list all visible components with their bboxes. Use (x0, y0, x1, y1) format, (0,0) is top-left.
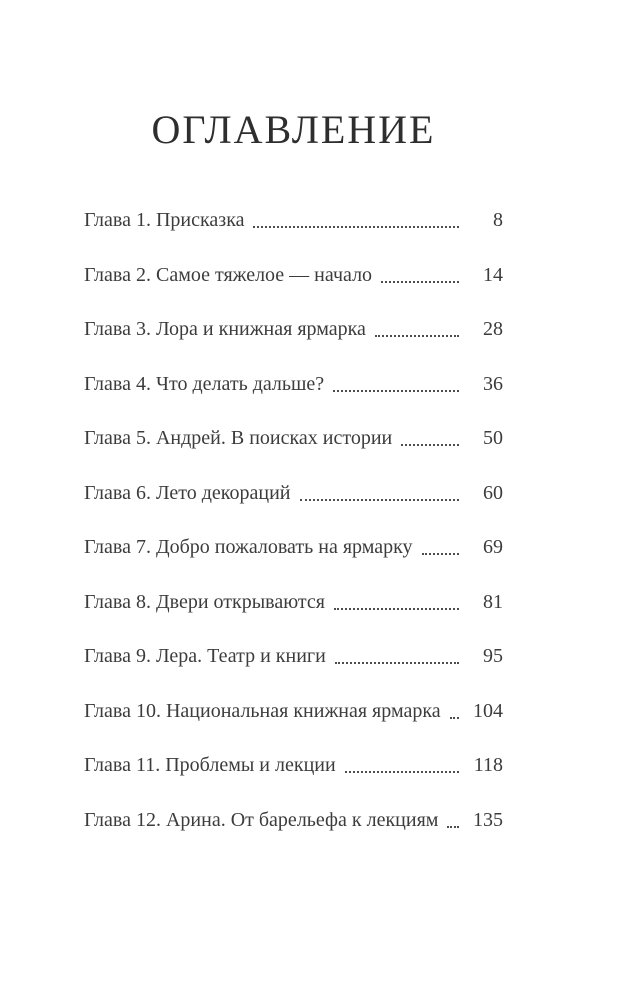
toc-row (84, 315, 503, 343)
chapter-title: Глава 4. Что делать дальше? (84, 372, 325, 395)
chapter-title: Глава 2. Самое тяжелое — начало (84, 263, 373, 286)
page-title: ОГЛАВЛЕНИЕ (151, 107, 436, 152)
toc-row (84, 588, 503, 616)
chapter-title: Глава 8. Двери открываются (84, 590, 325, 613)
page-number: 118 (473, 754, 503, 776)
page-number: 69 (483, 536, 503, 558)
page-number: 8 (493, 209, 503, 231)
page-number: 36 (483, 372, 503, 395)
dot-leader (422, 553, 459, 555)
dot-leader (300, 499, 460, 501)
toc-row (84, 751, 503, 779)
chapter-title: Глава 12. Арина. От барельефа к лекциям (84, 808, 439, 831)
toc-row (84, 261, 503, 289)
dot-leader (381, 281, 459, 283)
toc-row (84, 479, 503, 507)
chapter-title: Глава 11. Проблемы и лекции (84, 754, 336, 776)
toc-row (84, 424, 503, 452)
dot-leader (401, 444, 459, 446)
dot-leader (333, 390, 459, 392)
toc-row (84, 642, 503, 670)
toc-row (84, 806, 503, 834)
dot-leader (335, 662, 459, 664)
dot-leader (375, 335, 459, 337)
dot-leader (334, 608, 459, 610)
page-number: 28 (483, 318, 503, 340)
page-number: 81 (483, 590, 503, 613)
page-number: 14 (483, 263, 503, 286)
page-number: 104 (473, 699, 503, 722)
toc-list (84, 206, 503, 860)
chapter-title: Глава 6. Лето декораций (84, 481, 291, 504)
page-number: 50 (483, 427, 503, 449)
page-number: 135 (473, 808, 503, 831)
chapter-title: Глава 3. Лора и книжная ярмарка (84, 318, 366, 340)
chapter-title: Глава 5. Андрей. В поисках истории (84, 427, 393, 449)
toc-row (84, 206, 503, 234)
dot-leader (345, 771, 459, 773)
page-number: 60 (483, 481, 503, 504)
dot-leader (450, 717, 459, 719)
dot-leader (447, 826, 459, 828)
page-number: 95 (483, 645, 503, 667)
toc-row (84, 697, 503, 725)
chapter-title: Глава 9. Лера. Театр и книги (84, 645, 326, 667)
chapter-title: Глава 7. Добро пожаловать на ярмарку (84, 536, 413, 558)
toc-row (84, 370, 503, 398)
dot-leader (253, 226, 459, 228)
toc-row (84, 533, 503, 561)
chapter-title: Глава 10. Национальная книжная ярмарка (84, 699, 441, 722)
chapter-title: Глава 1. Присказка (84, 209, 245, 231)
